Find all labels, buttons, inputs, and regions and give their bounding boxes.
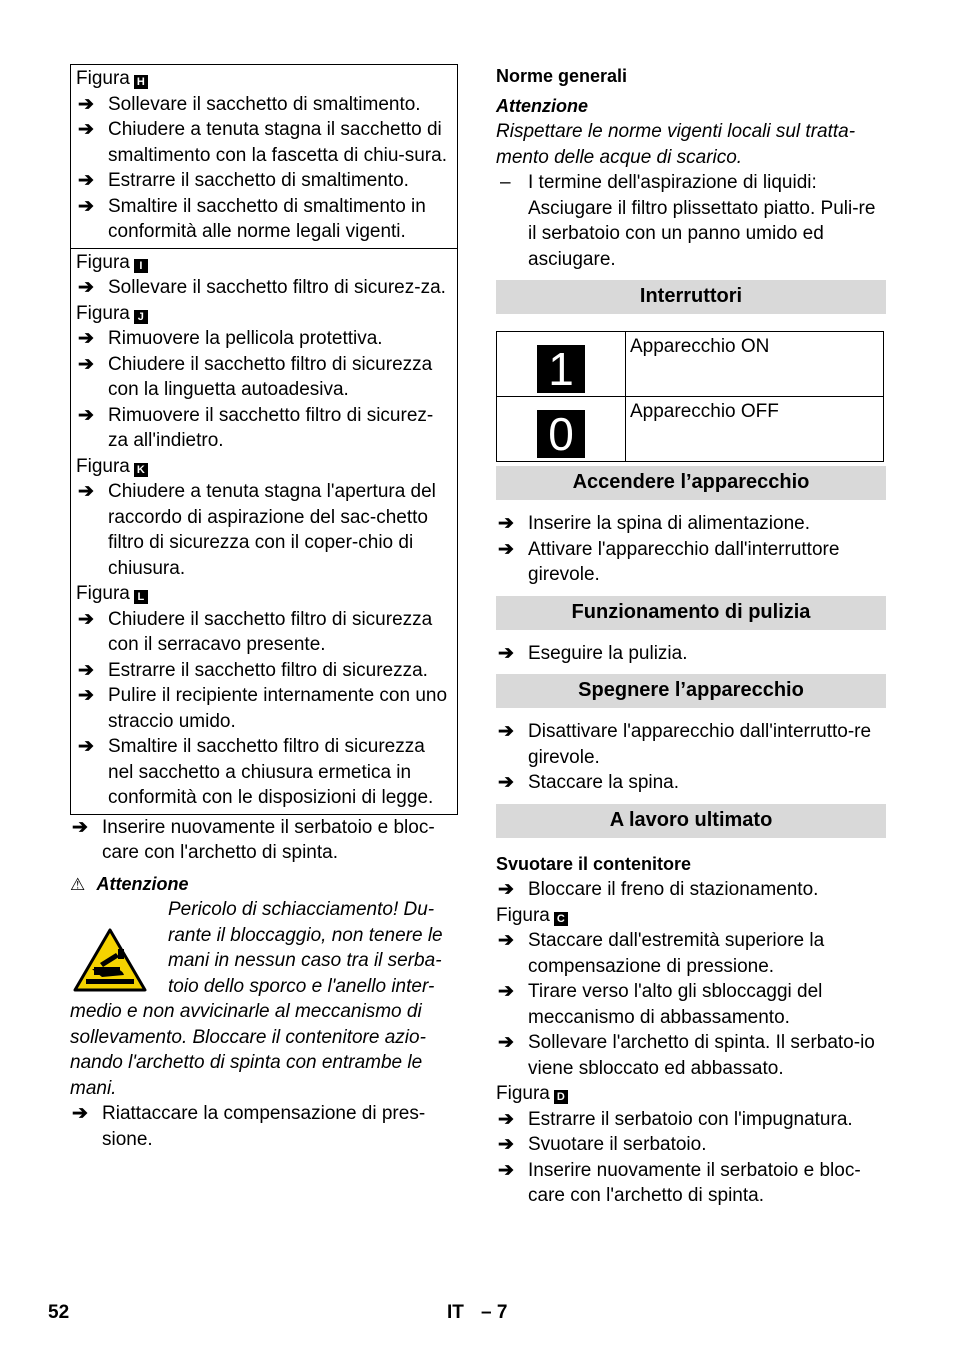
figure-i-l-box	[70, 249, 458, 815]
step-text: Sollevare il sacchetto filtro di sicurez-za.	[108, 277, 446, 298]
step-item	[496, 979, 886, 1030]
hand-crush-warning-icon	[72, 927, 148, 993]
warning-text-full: medio e non avvicinarle al meccanismo di sollevamento. Bloccare il contenitore azio-nando l'archetto di spinta con entrambe le mani.	[70, 1001, 426, 1099]
arrow-icon: ➔	[498, 772, 514, 793]
arrow-icon: ➔	[498, 981, 514, 1002]
step-text: Sollevare l'archetto di spinta. Il serbato-io viene sbloccato ed abbassato.	[528, 1032, 875, 1079]
step-text: Riattaccare la compensazione di pres-sione.	[102, 1103, 426, 1150]
power-on-heading: Accendere l’apparecchio	[496, 466, 886, 500]
switches-heading: Interruttori	[496, 280, 886, 314]
step-text: Chiudere il sacchetto filtro di sicurezza con la linguetta autoadesiva.	[108, 353, 433, 400]
figure-letter-badge: J	[134, 310, 148, 324]
step-text: Estrarre il sacchetto filtro di sicurezza.	[108, 659, 428, 681]
empty-container-steps	[496, 877, 886, 903]
step-item	[76, 194, 453, 245]
step-item	[76, 734, 453, 811]
step-text: Sollevare il sacchetto di smaltimento.	[108, 93, 421, 115]
arrow-icon: ➔	[78, 328, 94, 349]
step-item	[76, 117, 453, 168]
figure-i-label	[76, 250, 453, 276]
arrow-icon: ➔	[78, 93, 94, 115]
arrow-icon: ➔	[78, 119, 94, 140]
step-text: Bloccare il freno di stazionamento.	[528, 879, 819, 900]
arrow-icon: ➔	[72, 816, 88, 838]
figure-label-text: Figura	[76, 455, 130, 477]
step-item	[496, 511, 886, 537]
warning-block	[70, 897, 458, 1101]
step-item	[496, 1107, 886, 1133]
step-item	[76, 403, 453, 454]
arrow-icon: ➔	[78, 277, 94, 298]
arrow-icon: ➔	[78, 659, 94, 681]
step-item	[496, 770, 886, 796]
step-text: Smaltire il sacchetto filtro di sicurezza nel sacchetto a chiusura ermetica in conformità con le disposizioni di legge.	[108, 736, 434, 808]
step-item	[76, 352, 453, 403]
warning-title: Attenzione	[96, 873, 189, 894]
arrow-icon: ➔	[78, 481, 94, 502]
step-text: Estrarre il sacchetto di smaltimento.	[108, 170, 409, 191]
step-text: Tirare verso l'alto gli sbloccaggi del meccanismo di abbassamento.	[528, 981, 823, 1028]
empty-container-heading: Svuotare il contenitore	[496, 853, 692, 874]
arrow-icon: ➔	[498, 642, 514, 664]
figure-j-label	[76, 301, 453, 327]
language-code: IT	[447, 1302, 464, 1323]
left-column	[70, 64, 458, 1152]
step-item	[496, 719, 886, 770]
switches-table	[496, 331, 884, 462]
arrow-icon: ➔	[78, 608, 94, 630]
cleaning-steps	[496, 641, 886, 667]
step-text: Rimuovere il sacchetto filtro di sicurez-za all'indietro.	[108, 404, 434, 451]
step-item	[76, 658, 453, 684]
step-item	[496, 877, 886, 903]
cleaning-heading: Funzionamento di pulizia	[496, 596, 886, 630]
warning-triangle-icon: ⚠	[70, 874, 86, 894]
attention-text: Rispettare le norme vigenti locali sul tratta-mento delle acque di scarico.	[496, 121, 856, 168]
step-text: Svuotare il serbatoio.	[528, 1134, 707, 1155]
arrow-icon: ➔	[498, 1108, 514, 1130]
step-item	[76, 275, 453, 301]
figure-k-label	[76, 454, 453, 480]
arrow-icon: ➔	[78, 736, 94, 757]
figure-h-steps	[76, 92, 453, 245]
arrow-icon: ➔	[498, 1159, 514, 1181]
figure-letter-badge: I	[134, 259, 148, 273]
step-text: Staccare dall'estremità superiore la compensazione di pressione.	[528, 930, 825, 977]
step-text: Chiudere a tenuta stagna il sacchetto di smaltimento con la fascetta di chiu-sura.	[108, 119, 447, 166]
work-finished-heading: A lavoro ultimato	[496, 804, 886, 838]
step-item	[496, 928, 886, 979]
figure-letter-badge: L	[134, 590, 148, 604]
figure-label-text: Figura	[76, 583, 130, 604]
figure-label-text: Figura	[76, 251, 130, 273]
step-item	[70, 815, 458, 866]
figure-letter-badge: K	[134, 463, 148, 477]
step-item	[76, 168, 453, 194]
step-item	[496, 1030, 886, 1081]
switch-symbol-cell	[497, 397, 626, 462]
step-item	[76, 479, 453, 581]
power-on-steps	[496, 511, 886, 588]
step-text: Smaltire il sacchetto di smaltimento in conformità alle norme legali vigenti.	[108, 195, 426, 242]
arrow-icon: ➔	[498, 538, 514, 560]
figure-letter-badge: D	[554, 1090, 568, 1104]
arrow-icon: ➔	[498, 513, 514, 534]
power-off-steps	[496, 719, 886, 796]
step-text: Staccare la spina.	[528, 772, 680, 793]
switch-desc-cell: Apparecchio ON	[626, 332, 884, 397]
step-text: Estrarre il serbatoio con l'impugnatura.	[528, 1108, 853, 1130]
step-text: Inserire la spina di alimentazione.	[528, 513, 810, 534]
arrow-icon: ➔	[78, 353, 94, 375]
switch-off-symbol: 0	[537, 410, 585, 458]
step-text: Rimuovere la pellicola protettiva.	[108, 328, 383, 349]
step-item	[76, 683, 453, 734]
table-row	[497, 397, 884, 462]
arrow-icon: ➔	[78, 170, 94, 191]
figure-h-label	[76, 66, 453, 92]
step-text: Disattivare l'apparecchio dall'interrutto-re girevole.	[528, 721, 872, 768]
figure-label-text: Figura	[496, 904, 550, 926]
figure-l-steps	[76, 607, 453, 811]
figure-letter-badge: H	[134, 75, 148, 89]
warning-title-row	[70, 872, 458, 898]
step-text: Pulire il recipiente internamente con uno straccio umido.	[108, 685, 448, 732]
arrow-icon: ➔	[498, 1032, 514, 1053]
step-item	[496, 641, 886, 667]
step-text: Attivare l'apparecchio dall'interruttore girevole.	[528, 538, 840, 585]
figure-j-steps	[76, 326, 453, 454]
arrow-icon: ➔	[78, 404, 94, 426]
figure-d-label	[496, 1081, 886, 1107]
step-item	[496, 1132, 886, 1158]
table-row	[497, 332, 884, 397]
figure-k-steps	[76, 479, 453, 581]
arrow-icon: ➔	[72, 1103, 88, 1124]
switch-on-symbol: 1	[537, 345, 585, 393]
figure-label-text: Figura	[76, 68, 130, 89]
step-item	[76, 326, 453, 352]
figure-l-label	[76, 581, 453, 607]
figure-i-steps	[76, 275, 453, 301]
switch-desc-cell: Apparecchio OFF	[626, 397, 884, 462]
figure-letter-badge: C	[554, 912, 568, 926]
arrow-icon: ➔	[498, 1134, 514, 1155]
warning-text-right: Pericolo di schiacciamento! Du-rante il bloccaggio, non tenere le mani in nessun caso tra il serba-toio dello sporco e l'anello inter-	[168, 899, 443, 997]
figure-c-steps	[496, 928, 886, 1081]
figure-c-label	[496, 903, 886, 929]
power-off-heading: Spegnere l’apparecchio	[496, 674, 886, 708]
general-rules-heading: Norme generali	[496, 66, 628, 86]
step-text: Inserire nuovamente il serbatoio e bloc-care con l'archetto di spinta.	[528, 1159, 861, 1206]
step-item	[496, 537, 886, 588]
arrow-icon: ➔	[498, 930, 514, 951]
dash-item-text: I termine dell'aspirazione di liquidi: Asciugare il filtro plissettato piatto. Puli-re il serbatoio con un panno umido ed asciugare.	[528, 172, 876, 270]
arrow-icon: ➔	[498, 721, 514, 742]
section-page-number: – 7	[481, 1302, 508, 1323]
step-item	[496, 1158, 886, 1209]
figure-d-steps	[496, 1107, 886, 1209]
step-text: Eseguire la pulizia.	[528, 642, 688, 664]
attention-heading: Attenzione	[496, 95, 588, 116]
step-item	[70, 1101, 458, 1152]
figure-h-box	[70, 64, 458, 249]
figure-label-text: Figura	[496, 1083, 550, 1104]
step-text: Inserire nuovamente il serbatoio e bloc-care con l'archetto di spinta.	[102, 816, 435, 863]
arrow-icon: ➔	[78, 685, 94, 706]
step-item	[76, 92, 453, 118]
switch-symbol-cell	[497, 332, 626, 397]
figure-label-text: Figura	[76, 302, 130, 324]
step-item	[76, 607, 453, 658]
page-number: 52	[48, 1302, 70, 1323]
step-text: Chiudere a tenuta stagna l'apertura del raccordo di aspirazione del sac-chetto filtro di sicurezza con il coper-chio di chiusura.	[108, 481, 436, 579]
arrow-icon: ➔	[78, 195, 94, 217]
right-column	[496, 64, 886, 1209]
dash-bullet: –	[500, 172, 511, 193]
step-text: Chiudere il sacchetto filtro di sicurezza con il serracavo presente.	[108, 608, 433, 655]
arrow-icon: ➔	[498, 879, 514, 900]
dash-list-item	[496, 170, 886, 272]
